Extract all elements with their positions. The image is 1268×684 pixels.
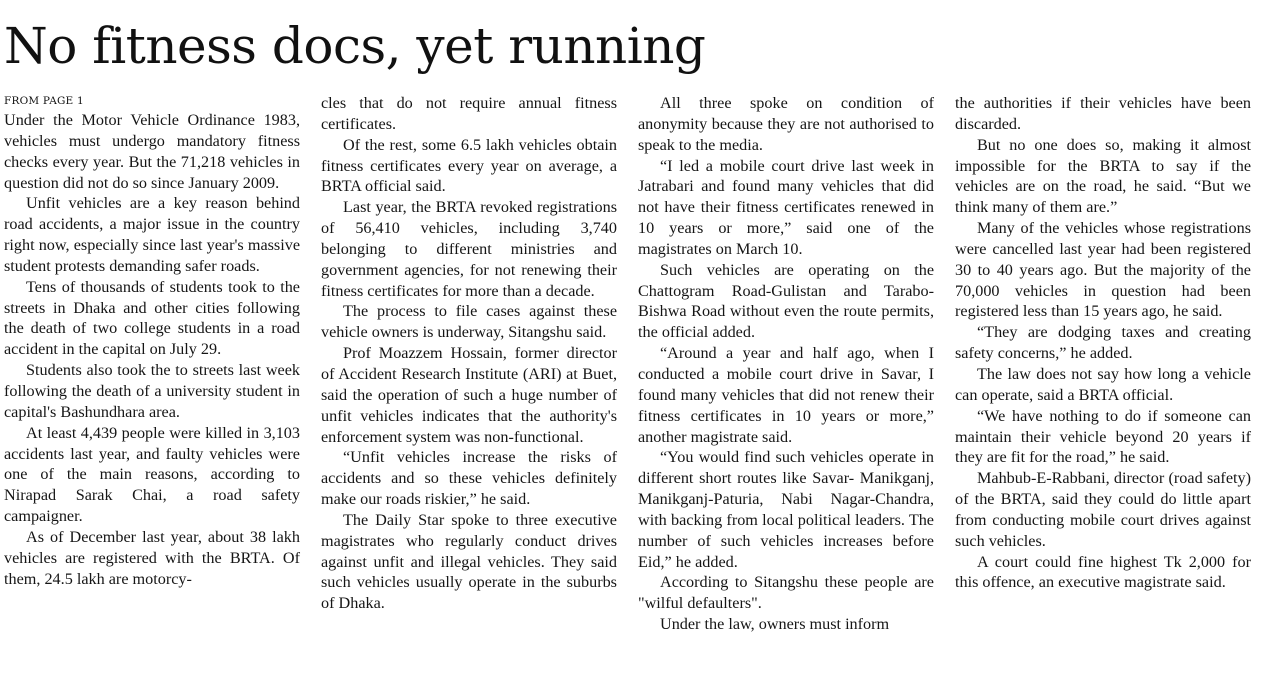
article-column-4 <box>955 93 1251 593</box>
paragraph: A court could fine highest Tk 2,000 for this offence, an executive magistrate said. <box>955 552 1251 592</box>
paragraph: Under the law, owners must inform <box>660 615 890 634</box>
paragraph: “They are dodging taxes and creating safety concerns,” he added. <box>955 323 1251 363</box>
paragraph: Tens of thousands of students took to the streets in Dhaka and other cities following the death of two college students in a road accident in the capital on July 29. <box>4 277 300 359</box>
paragraph: According to Sitangshu these people are "wilful defaulters". <box>638 573 934 613</box>
paragraph: Students also took the to streets last week following the death of a university student in capital's Bashundhara area. <box>4 361 300 421</box>
paragraph: As of December last year, about 38 lakh vehicles are registered with the BRTA. Of them, 24.5 lakh are motorcy- <box>4 527 300 588</box>
paragraph: Of the rest, some 6.5 lakh vehicles obtain fitness certificates every year on average, a BRTA official said. <box>321 135 617 196</box>
paragraph: Many of the vehicles whose registrations were cancelled last year had been registered 30 to 40 years ago. But the majority of the 70,000 vehicles in question had been registered less than 15 years ago, he said. <box>955 219 1251 321</box>
paragraph: Such vehicles are operating on the Chattogram Road-Gulistan and Tarabo-Bishwa Road without even the route permits, the official added. <box>638 260 934 342</box>
paragraph: cles that do not require annual fitness certificates. <box>321 94 617 133</box>
paragraph: Prof Moazzem Hossain, former director of Accident Research Institute (ARI) at Buet, said the operation of such a huge number of unfit vehicles indicates that the authority's enforcement system was non-functional. <box>321 344 617 446</box>
paragraph: “Unfit vehicles increase the risks of accidents and so these vehicles definitely make our roads riskier,” he said. <box>321 448 617 509</box>
paragraph: Last year, the BRTA revoked registrations of 56,410 vehicles, including 3,740 belonging to different ministries and government agencies, for not renewing their fitness certificates for more than a decade. <box>321 198 617 300</box>
paragraph: At least 4,439 people were killed in 3,103 accidents last year, and faulty vehicles were one of the main reasons, according to Nirapad Sarak Chai, a road safety campaigner. <box>4 423 300 526</box>
paragraph: The process to file cases against these vehicle owners is underway, Sitangshu said. <box>321 302 617 342</box>
article-column-2 <box>321 93 617 614</box>
paragraph: Under the Motor Vehicle Ordinance 1983, vehicles must undergo mandatory fitness checks every year. But the 71,218 vehicles in question did not do so since January 2009. <box>4 111 300 192</box>
article-column-3 <box>638 93 934 635</box>
paragraph: “Around a year and half ago, when I conducted a mobile court drive in Savar, I found many vehicles that did not renew their fitness certificates in 10 years or more,” another magistrate said. <box>638 344 934 446</box>
continuation-label: FROM PAGE 1 <box>4 95 84 107</box>
paragraph: the authorities if their vehicles have been discarded. <box>955 94 1251 133</box>
paragraph: But no one does so, making it almost impossible for the BRTA to say if the vehicles are on the road, he said. “But we think many of them are.” <box>955 135 1251 217</box>
paragraph: The Daily Star spoke to three executive magistrates who regularly conduct drives against unfit and illegal vehicles. They said such vehicles usually operate in the suburbs of Dhaka. <box>321 510 617 613</box>
article-column-1 <box>4 110 300 589</box>
paragraph: “I led a mobile court drive last week in Jatrabari and found many vehicles that did not have their fitness certificates renewed in 10 years or more,” said one of the magistrates on March 10. <box>638 156 934 258</box>
paragraph: Unfit vehicles are a key reason behind road accidents, a major issue in the country right now, especially since last year's massive student protests demanding safer roads. <box>4 194 300 275</box>
headline: No fitness docs, yet running <box>4 17 706 75</box>
paragraph: “We have nothing to do if someone can maintain their vehicle beyond 20 years if they are fit for the road,” he said. <box>955 406 1251 467</box>
paragraph: All three spoke on condition of anonymity because they are not authorised to speak to the media. <box>638 94 934 154</box>
paragraph: “You would find such vehicles operate in different short routes like Savar- Manikganj, Manikganj-Paturia, Nabi Nagar-Chandra, with backing from local political leaders. The number of such vehicles increases before Eid,” he added. <box>638 448 934 571</box>
paragraph: Mahbub-E-Rabbani, director (road safety) of the BRTA, said they could do little apart from conducting mobile court drives against such vehicles. <box>955 469 1251 550</box>
paragraph: The law does not say how long a vehicle can operate, said a BRTA official. <box>955 364 1251 404</box>
